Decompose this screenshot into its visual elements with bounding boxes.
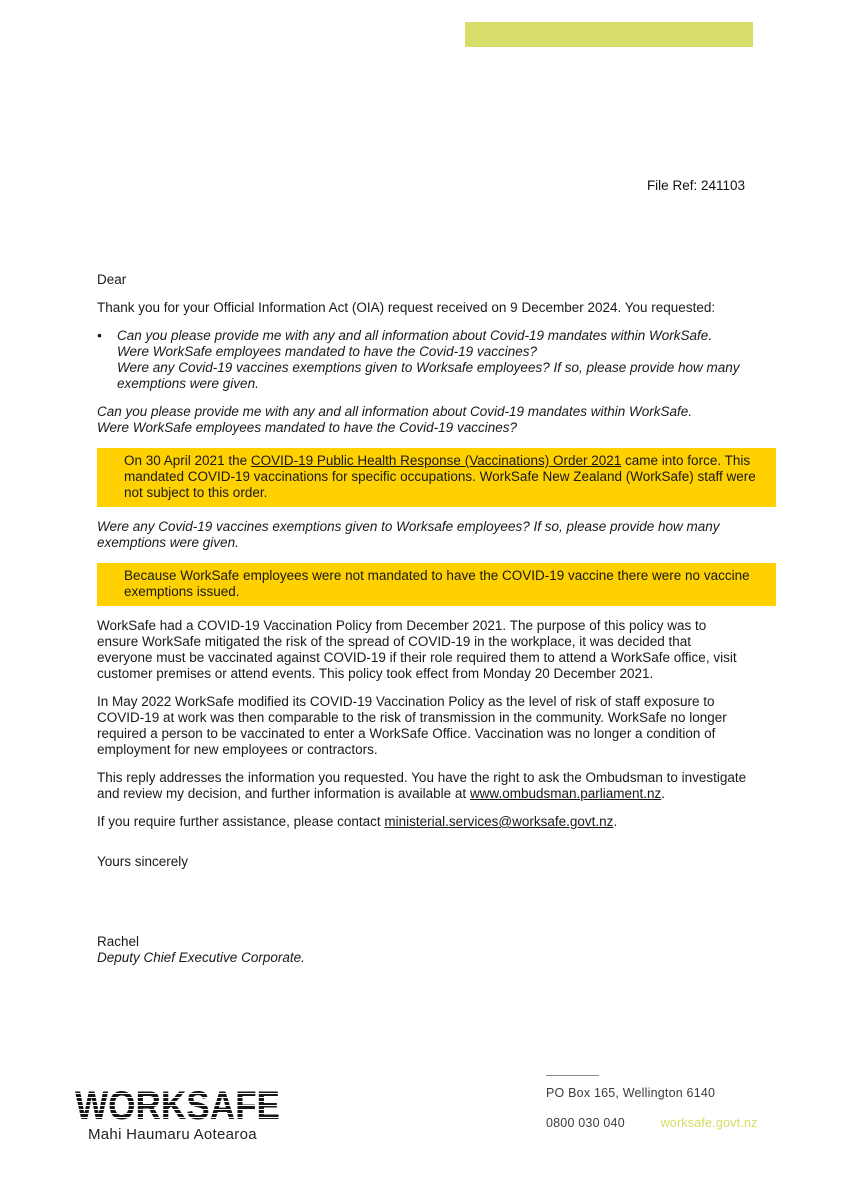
highlight1-suffix: came into force. This mandated COVID-19 vaccinations for specific occupations. WorkSafe New Zealand (WorkSafe) staff were not subject to this order.: [124, 453, 756, 500]
signer-title: Deputy Chief Executive Corporate.: [97, 950, 305, 965]
worksafe-logo-text: WORKSAFE: [75, 1084, 280, 1126]
assistance-paragraph: [97, 814, 749, 830]
bullet-icon: •: [97, 328, 102, 343]
closing: Yours sincerely: [97, 854, 189, 869]
quote-line: Can you please provide me with any and all information about Covid-19 mandates within WorkSafe.: [97, 404, 693, 419]
worksafe-logo-icon: [74, 1082, 286, 1126]
request-line: Can you please provide me with any and all information about Covid-19 mandates within WorkSafe.: [117, 328, 713, 343]
letter-body: [97, 272, 756, 978]
quoted-request-2: Were any Covid-19 vaccines exemptions given to Worksafe employees? If so, please provide how many exemptions were given.: [97, 519, 720, 550]
vaccinations-order-link[interactable]: COVID-19 Public Health Response (Vaccinations) Order 2021: [250, 453, 622, 468]
policy-paragraph: WorkSafe had a COVID-19 Vaccination Policy from December 2021. The purpose of this policy was to ensure WorkSafe mitigated the risk of the spread of COVID-19 in the workplace, it was decided that everyone must be vaccinated against COVID-19 if their role required them to attend a WorkSafe office, visit customer premises or attend events. This policy took effect from Monday 20 December 2021.: [97, 618, 737, 681]
modified-policy-paragraph: In May 2022 WorkSafe modified its COVID-19 Vaccination Policy as the level of risk of staff exposure to COVID-19 at work was then comparable to the risk of transmission in the community. WorkSafe no longer required a person to be vaccinated to enter a WorkSafe Office. Vaccination was no longer a condition of employment for new employees or contractors.: [97, 694, 727, 757]
footer-divider: [546, 1075, 599, 1076]
request-line: Were any Covid-19 vaccines exemptions given to Worksafe employees? If so, please provide how many exemptions were given.: [117, 360, 740, 391]
signer-name: Rachel: [97, 934, 140, 949]
footer-address: PO Box 165, Wellington 6140: [546, 1086, 716, 1100]
quote-line: Were WorkSafe employees mandated to have the Covid-19 vaccines?: [97, 420, 517, 435]
request-bullet: [97, 328, 749, 392]
ombudsman-link[interactable]: www.ombudsman.parliament.nz: [469, 786, 662, 801]
ministerial-services-email-link[interactable]: ministerial.services@worksafe.govt.nz: [384, 814, 614, 829]
ombudsman-suffix: .: [661, 786, 666, 801]
footer-contact: [546, 1116, 758, 1130]
intro-paragraph: Thank you for your Official Information Act (OIA) request received on 9 December 2024. You requested:: [97, 300, 716, 315]
highlight1-prefix: On 30 April 2021 the: [124, 453, 251, 468]
request-bullet-text: [117, 328, 749, 392]
salutation: Dear: [97, 272, 127, 287]
request-line: Were WorkSafe employees mandated to have the Covid-19 vaccines?: [117, 344, 537, 359]
assistance-suffix: .: [613, 814, 618, 829]
footer-phone: 0800 030 040: [546, 1116, 625, 1130]
assistance-prefix: If you require further assistance, please contact: [97, 814, 385, 829]
file-ref: File Ref: 241103: [646, 178, 745, 193]
highlighted-answer-2: Because WorkSafe employees were not mandated to have the COVID-19 vaccine there were no vaccine exemptions issued.: [97, 563, 776, 606]
worksafe-logo: [74, 1082, 286, 1131]
quoted-request-1: [97, 404, 749, 436]
ombudsman-paragraph: [97, 770, 749, 802]
redaction-bar: [465, 22, 753, 47]
ombudsman-prefix: This reply addresses the information you requested. You have the right to ask the Ombudsman to investigate and review my decision, and further information is available at: [97, 770, 747, 801]
footer-website-link[interactable]: worksafe.govt.nz: [660, 1116, 758, 1130]
highlighted-answer-1: [97, 448, 776, 507]
logo-subtitle: Mahi Haumaru Aotearoa: [88, 1126, 257, 1143]
